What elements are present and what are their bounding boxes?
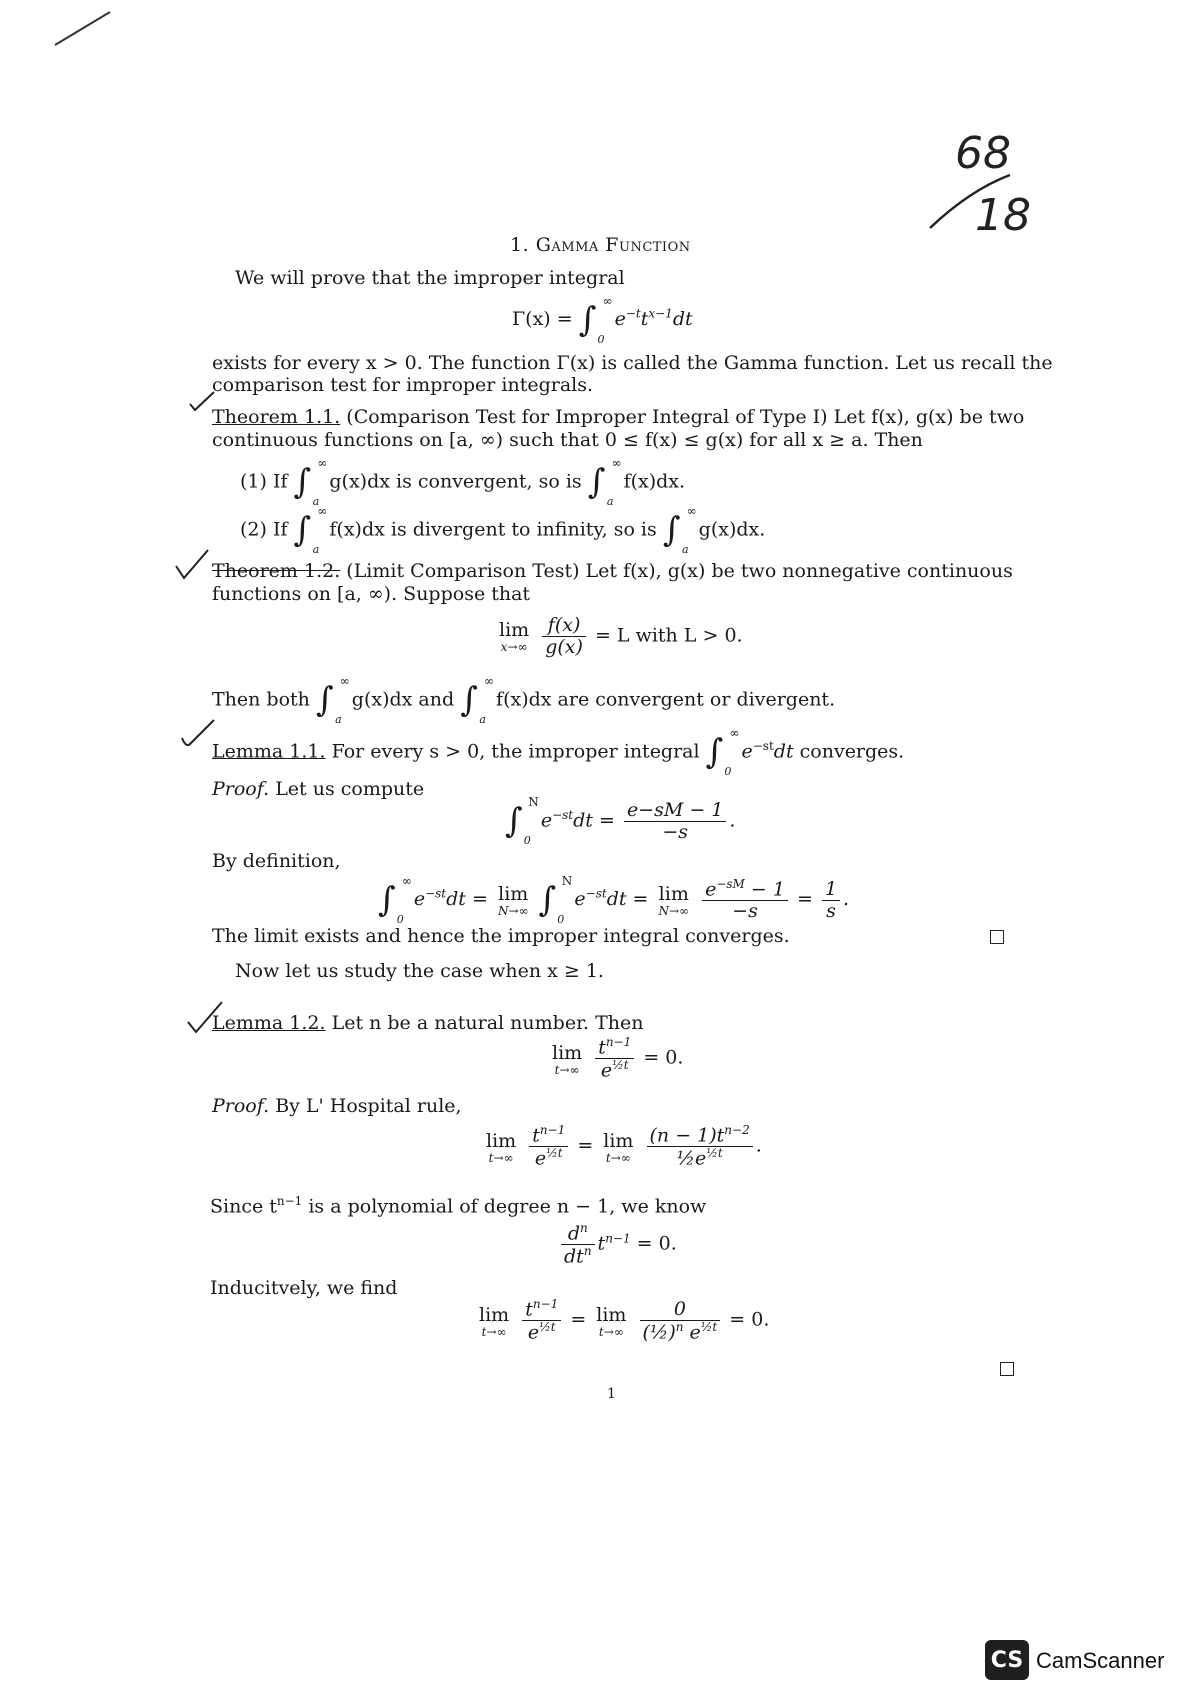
limit-fraction: $\frac{e^{-sM} - 1}{-s}$	[702, 878, 788, 922]
camscanner-watermark: CamScanner	[1036, 1648, 1165, 1673]
derivative-equation: $\frac{d^n}{dt^n}$ $t^{n-1} = 0$.	[558, 1222, 677, 1267]
limit-operator: lim N→∞	[658, 883, 690, 919]
intro-line-1: We will prove that the improper integral	[235, 267, 625, 289]
integral-symbol: ∫ a ∞	[293, 504, 328, 556]
integral-symbol: ∫ 0 ∞	[705, 726, 740, 778]
limit-operator: lim N→∞	[497, 883, 529, 919]
theorem-1-text-1: (Comparison Test for Improper Integral of Type I) Let f(x), g(x) be two	[346, 406, 1025, 428]
lhs-fraction: $\frac{t^{n-1}}{e^{\frac{1}{2}t}}$	[529, 1124, 568, 1169]
lemma-1-conclusion: The limit exists and hence the improper integral converges.	[212, 925, 790, 947]
lemma-2-limit-equation: lim t→∞ $\frac{t^{n-1}}{e^{\frac{1}{2}t}}$ = 0.	[552, 1035, 684, 1082]
theorem-2-line-2: functions on [a, ∞). Suppose that	[212, 583, 531, 605]
gamma-lhs: Γ(x) =	[512, 308, 573, 330]
theorem-1-line-1	[212, 406, 1024, 429]
limit-operator: lim t→∞	[596, 1303, 627, 1339]
qed-square-icon	[990, 930, 1004, 944]
item-1-prefix: (1) If	[240, 470, 288, 493]
inductive-text: Inducitvely, we find	[210, 1277, 398, 1299]
proof-text: Let us compute	[275, 778, 425, 800]
integral-symbol: ∫ a ∞	[315, 674, 350, 726]
limit-operator: lim t→∞	[479, 1303, 510, 1339]
lemma-2-label: Lemma 1.2.	[212, 1012, 326, 1034]
integral-symbol: ∫ a ∞	[662, 504, 697, 556]
conclusion-mid: g(x)dx and	[351, 688, 455, 711]
integral-symbol: ∫ 0 N	[505, 795, 539, 848]
since-text: Since t	[210, 1195, 277, 1218]
rhs-fraction: $\frac{(n - 1)t^{n-2}}{\frac{1}{2}e^{\frac{1}{2}t}}$	[647, 1124, 753, 1169]
limit-ratio-equation	[495, 615, 743, 658]
result-fraction: $\frac{1}{s}$	[822, 879, 840, 922]
conclusion-prefix: Then both	[212, 688, 310, 711]
limit-operator: lim t→∞	[552, 1041, 583, 1077]
item-1-mid: g(x)dx is convergent, so is	[329, 470, 582, 493]
gamma-integrand: e	[614, 308, 626, 330]
inductive-equation: lim t→∞ $\frac{t^{n-1}}{e^{\frac{1}{2}t}}$ = lim t→∞ $\frac{0}{(\frac{1}{2})^n e^{\frac{1}{2}t}}$ = 0.	[479, 1297, 770, 1344]
item-2-prefix: (2) If	[240, 518, 288, 541]
derivative-fraction: $\frac{d^n}{dt^n}$	[561, 1222, 595, 1267]
next-case-text: Now let us study the case when x ≥ 1.	[235, 960, 604, 982]
theorem-1-label: Theorem 1.1.	[212, 406, 341, 428]
ratio-fraction	[542, 615, 586, 658]
score-top: 68	[955, 128, 1011, 179]
limit-operator	[499, 619, 529, 653]
theorem-1-line-2: continuous functions on [a, ∞) such that 0 ≤ f(x) ≤ g(x) for all x ≥ a. Then	[212, 429, 923, 451]
since-end-text: is a polynomial of degree n − 1, we know	[308, 1195, 707, 1218]
checkmark-icon	[172, 548, 212, 582]
intro-line-3: comparison test for improper integrals.	[212, 374, 594, 396]
lhospital-equation: lim t→∞ $\frac{t^{n-1}}{e^{\frac{1}{2}t}}$ = lim t→∞ $\frac{(n - 1)t^{n-2}}{\frac{1}{2}e^{\frac{1}{2}t}}$ .	[486, 1123, 762, 1170]
proof-text: By L' Hospital rule,	[275, 1095, 462, 1117]
fraction-denominator: −s	[662, 820, 688, 843]
gamma-definition-equation: Γ(x) = ∫ 0 ∞ $e^{-t}t^{x-1}dt$	[512, 294, 693, 346]
proof-label: Proof.	[212, 1095, 270, 1117]
qed-square-icon	[1000, 1362, 1014, 1376]
lim-sub: x→∞	[500, 640, 528, 655]
rhs-fraction: $\frac{0}{(\frac{1}{2})^n e^{\frac{1}{2}t}}$	[640, 1299, 721, 1343]
lemma-2-text: Let n be a natural number. Then	[331, 1012, 644, 1034]
lhs-fraction: $\frac{t^{n-1}}{e^{\frac{1}{2}t}}$	[522, 1298, 561, 1343]
lemma-2-statement	[212, 1012, 644, 1035]
theorem-2-label: Theorem 1.2.	[212, 560, 341, 582]
page-number: 1	[607, 1386, 616, 1402]
integral-symbol: ∫ a ∞	[587, 456, 622, 508]
theorem-1-item-2	[240, 504, 766, 556]
lemma-1-text-end: converges.	[799, 740, 905, 763]
integral-symbol: ∫ 0 ∞	[578, 294, 613, 346]
score-bottom: 18	[975, 190, 1031, 241]
lim-text: lim	[499, 619, 530, 642]
integral-symbol: ∫ a ∞	[460, 674, 494, 726]
finite-integral-equation: ∫ 0 N $e^{-st}dt$ = $\frac{e-sM - 1}{-s}$ .	[505, 795, 736, 848]
finite-integral-fraction	[624, 800, 726, 843]
camscanner-logo-icon: CS	[985, 1640, 1029, 1680]
limit-definition-equation: ∫ 0 ∞ $e^{-st}dt = \lim$ N→∞ ∫ 0 N $e^{-st}dt = \lim$ N→∞ $\frac{e^{-sM} - 1}{-s}$ = $\frac{1}{s}$ .	[378, 874, 850, 927]
lemma-1-proof-intro	[212, 778, 424, 801]
lemma-2-proof-intro	[212, 1095, 462, 1118]
intro-line-2: exists for every x > 0. The function Γ(x) is called the Gamma function. Let us recall the	[212, 352, 1053, 374]
theorem-1-item-1	[240, 456, 686, 508]
integral-symbol: ∫ a ∞	[293, 456, 328, 508]
limit-operator: lim t→∞	[603, 1129, 634, 1165]
by-definition-text: By definition,	[212, 850, 341, 872]
lemma-1-label: Lemma 1.1.	[212, 740, 326, 763]
section-title-text: Gamma Function	[535, 234, 691, 256]
fraction-denominator: g(x)	[545, 635, 583, 658]
item-1-end: f(x)dx.	[623, 470, 686, 493]
fraction-numerator: e−sM − 1	[624, 800, 726, 822]
limit-rhs: = L with L > 0.	[594, 624, 743, 647]
conclusion-end: f(x)dx are convergent or divergent.	[496, 688, 836, 711]
lemma-1-statement: Lemma 1.1. For every s > 0, the improper integral ∫ 0 ∞ $e^{-st}dt$ converges.	[212, 726, 905, 778]
polynomial-statement: Since $t^{n-1}$ is a polynomial of degree n − 1, we know	[210, 1194, 707, 1218]
limit-operator: lim t→∞	[486, 1129, 517, 1165]
theorem-2-line-1	[212, 560, 1013, 583]
integral-symbol: ∫ 0 ∞	[378, 874, 412, 927]
proof-label: Proof.	[212, 778, 270, 800]
section-number: 1.	[510, 234, 530, 256]
integral-symbol: ∫ 0 N	[538, 874, 573, 927]
fraction-numerator: f(x)	[542, 615, 586, 637]
theorem-2-conclusion	[212, 674, 836, 726]
lemma-1-text: For every s > 0, the improper integral	[331, 740, 700, 763]
theorem-2-text-1: (Limit Comparison Test) Let f(x), g(x) be two nonnegative continuous	[346, 560, 1013, 582]
item-2-end: g(x)dx.	[698, 518, 766, 541]
section-title	[510, 234, 691, 256]
item-2-mid: f(x)dx is divergent to infinity, so is	[329, 518, 657, 541]
pen-stroke-top-left	[55, 12, 110, 45]
lemma-2-fraction: $\frac{t^{n-1}}{e^{\frac{1}{2}t}}$	[595, 1036, 634, 1081]
